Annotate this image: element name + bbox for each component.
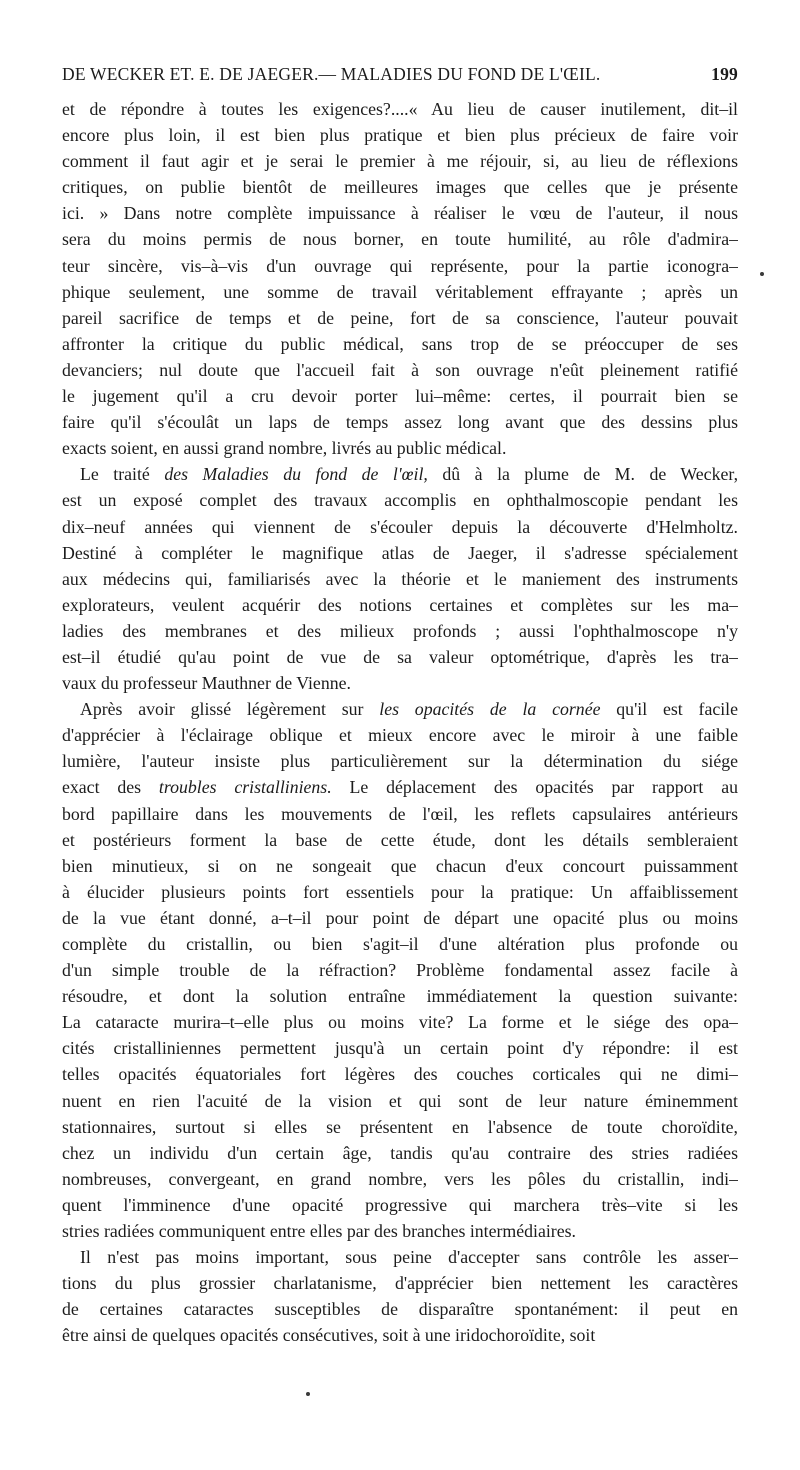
margin-speck: [760, 272, 764, 276]
paragraph: [62, 696, 738, 1244]
page-number: 199: [711, 64, 738, 84]
text-line: aux médecins qui, familiarisés avec la théorie et le maniement des instruments: [62, 568, 738, 589]
text-line: vaux du professeur Mauthner de Vienne.: [62, 673, 351, 694]
text-line: faire qu'il s'écoulât un laps de temps assez long avant que des dessins plus: [62, 412, 738, 433]
text-line: de certaines cataractes susceptibles de disparaître spontanément: il peut en: [62, 1299, 738, 1320]
text-line: complète du cristallin, ou bien s'agit–il d'une altération plus profonde ou: [62, 934, 738, 954]
text-line: sera du moins permis de nous borner, en toute humilité, au rôle d'admira–: [62, 229, 738, 250]
text-line: à élucider plusieurs points fort essentiels pour la pratique: Un affaiblissement: [62, 881, 738, 902]
text-line: teur sincère, vis–à–vis d'un ouvrage qui représente, pour la partie iconogra–: [62, 255, 738, 276]
text-line: est–il étudié qu'au point de vue de sa valeur optométrique, d'après les tra–: [62, 646, 738, 667]
text-line: est un exposé complet des travaux accomplis en ophthalmoscopie pendant les: [62, 490, 738, 511]
text-line: de la vue étant donné, a–t–il pour point de départ une opacité plus ou moins: [62, 907, 738, 928]
text-line: d'apprécier à l'éclairage oblique et mieux encore avec le miroir à une faible: [62, 725, 738, 746]
text-line: critiques, on publie bientôt de meilleures images que celles que je présente: [62, 177, 738, 198]
text-line: nombreuses, convergeant, en grand nombre, vers les pôles du cristallin, indi–: [62, 1168, 738, 1189]
text-line: le jugement qu'il a cru devoir porter lui–même: certes, il pourrait bien se: [62, 386, 738, 407]
text-line: Destiné à compléter le magnifique atlas de Jaeger, il s'adresse spécialement: [62, 542, 738, 563]
text-line: encore plus loin, il est bien plus pratique et bien plus précieux de faire voir: [62, 125, 738, 146]
text-line: bien minutieux, si on ne songeait que chacun d'eux concourt puissamment: [62, 855, 738, 876]
text-line: La cataracte murira–t–elle plus ou moins vite? La forme et le siége des opa–: [62, 1012, 738, 1033]
text-line: telles opacités équatoriales fort légères des couches corticales qui ne dimi–: [62, 1064, 738, 1085]
text-line: pareil sacrifice de temps et de peine, fort de sa conscience, l'auteur pouvait: [62, 307, 738, 328]
text-line: phique seulement, une somme de travail véritablement effrayante ; après un: [62, 281, 738, 302]
text-line: dix–neuf années qui viennent de s'écouler depuis la découverte d'Helmholtz.: [62, 516, 738, 537]
paragraph: [62, 461, 738, 696]
bottom-speck: [306, 1392, 310, 1396]
text-line: et de répondre à toutes les exigences?....« Au lieu de causer inutilement, dit–il: [62, 99, 738, 119]
text-line: quent l'imminence d'une opacité progressive qui marchera très–vite si les: [62, 1194, 738, 1215]
running-title: DE WECKER ET. E. DE JAEGER.— MALADIES DU FOND DE L'ŒIL.: [62, 64, 601, 84]
text-line: stries radiées communiquent entre elles par des branches intermédiaires.: [62, 1221, 576, 1242]
text-line: affronter la critique du public médical, sans trop de se préoccuper de ses: [62, 333, 738, 354]
text-line: ladies des membranes et des milieux profonds ; aussi l'ophthalmoscope n'y: [62, 620, 738, 641]
text-line: stationnaires, surtout si elles se présentent en l'absence de toute choroïdite,: [62, 1116, 738, 1137]
text-line: et postérieurs forment la base de cette étude, dont les détails sembleraient: [62, 829, 738, 850]
body-text: [62, 96, 738, 1349]
text-line: cités cristalliniennes permettent jusqu'à un certain point d'y répondre: il est: [62, 1038, 738, 1059]
text-line: chez un individu d'un certain âge, tandis qu'au contraire des stries radiées: [62, 1142, 738, 1163]
text-line: d'un simple trouble de la réfraction? Problème fondamental assez facile à: [62, 960, 738, 981]
text-line: exacts soient, en aussi grand nombre, livrés au public médical.: [62, 438, 507, 459]
text-line: lumière, l'auteur insiste plus particulièrement sur la détermination du siége: [62, 751, 738, 772]
text-line: Après avoir glissé légèrement sur les opacités de la cornée qu'il est facile: [80, 699, 738, 720]
text-line: Il n'est pas moins important, sous peine d'accepter sans contrôle les asser–: [80, 1247, 738, 1268]
text-line: bord papillaire dans les mouvements de l'œil, les reflets capsulaires antérieurs: [62, 803, 738, 824]
text-line: ici. » Dans notre complète impuissance à réaliser le vœu de l'auteur, il nous: [62, 203, 738, 224]
text-line: devanciers; nul doute que l'accueil fait à son ouvrage n'eût pleinement ratifié: [62, 359, 738, 380]
text-line: nuent en rien l'acuité de la vision et qui sont de leur nature éminemment: [62, 1090, 738, 1111]
text-line: Le traité des Maladies du fond de l'œil, dû à la plume de M. de Wecker,: [80, 464, 738, 485]
text-line: comment il faut agir et je serai le premier à me réjouir, si, au lieu de réflexions: [62, 151, 738, 172]
running-header: [62, 64, 738, 85]
text-line: exact des troubles cristalliniens. Le déplacement des opacités par rapport au: [62, 777, 738, 798]
text-line: tions du plus grossier charlatanisme, d'apprécier bien nettement les caractères: [62, 1273, 738, 1294]
paragraph: [62, 1244, 738, 1348]
text-line: explorateurs, veulent acquérir des notions certaines et complètes sur les ma–: [62, 594, 738, 615]
paragraph: [62, 96, 738, 461]
text-line: être ainsi de quelques opacités consécutives, soit à une iridochoroïdite, soit: [62, 1325, 596, 1346]
text-line: résoudre, et dont la solution entraîne immédiatement la question suivante:: [62, 986, 738, 1007]
